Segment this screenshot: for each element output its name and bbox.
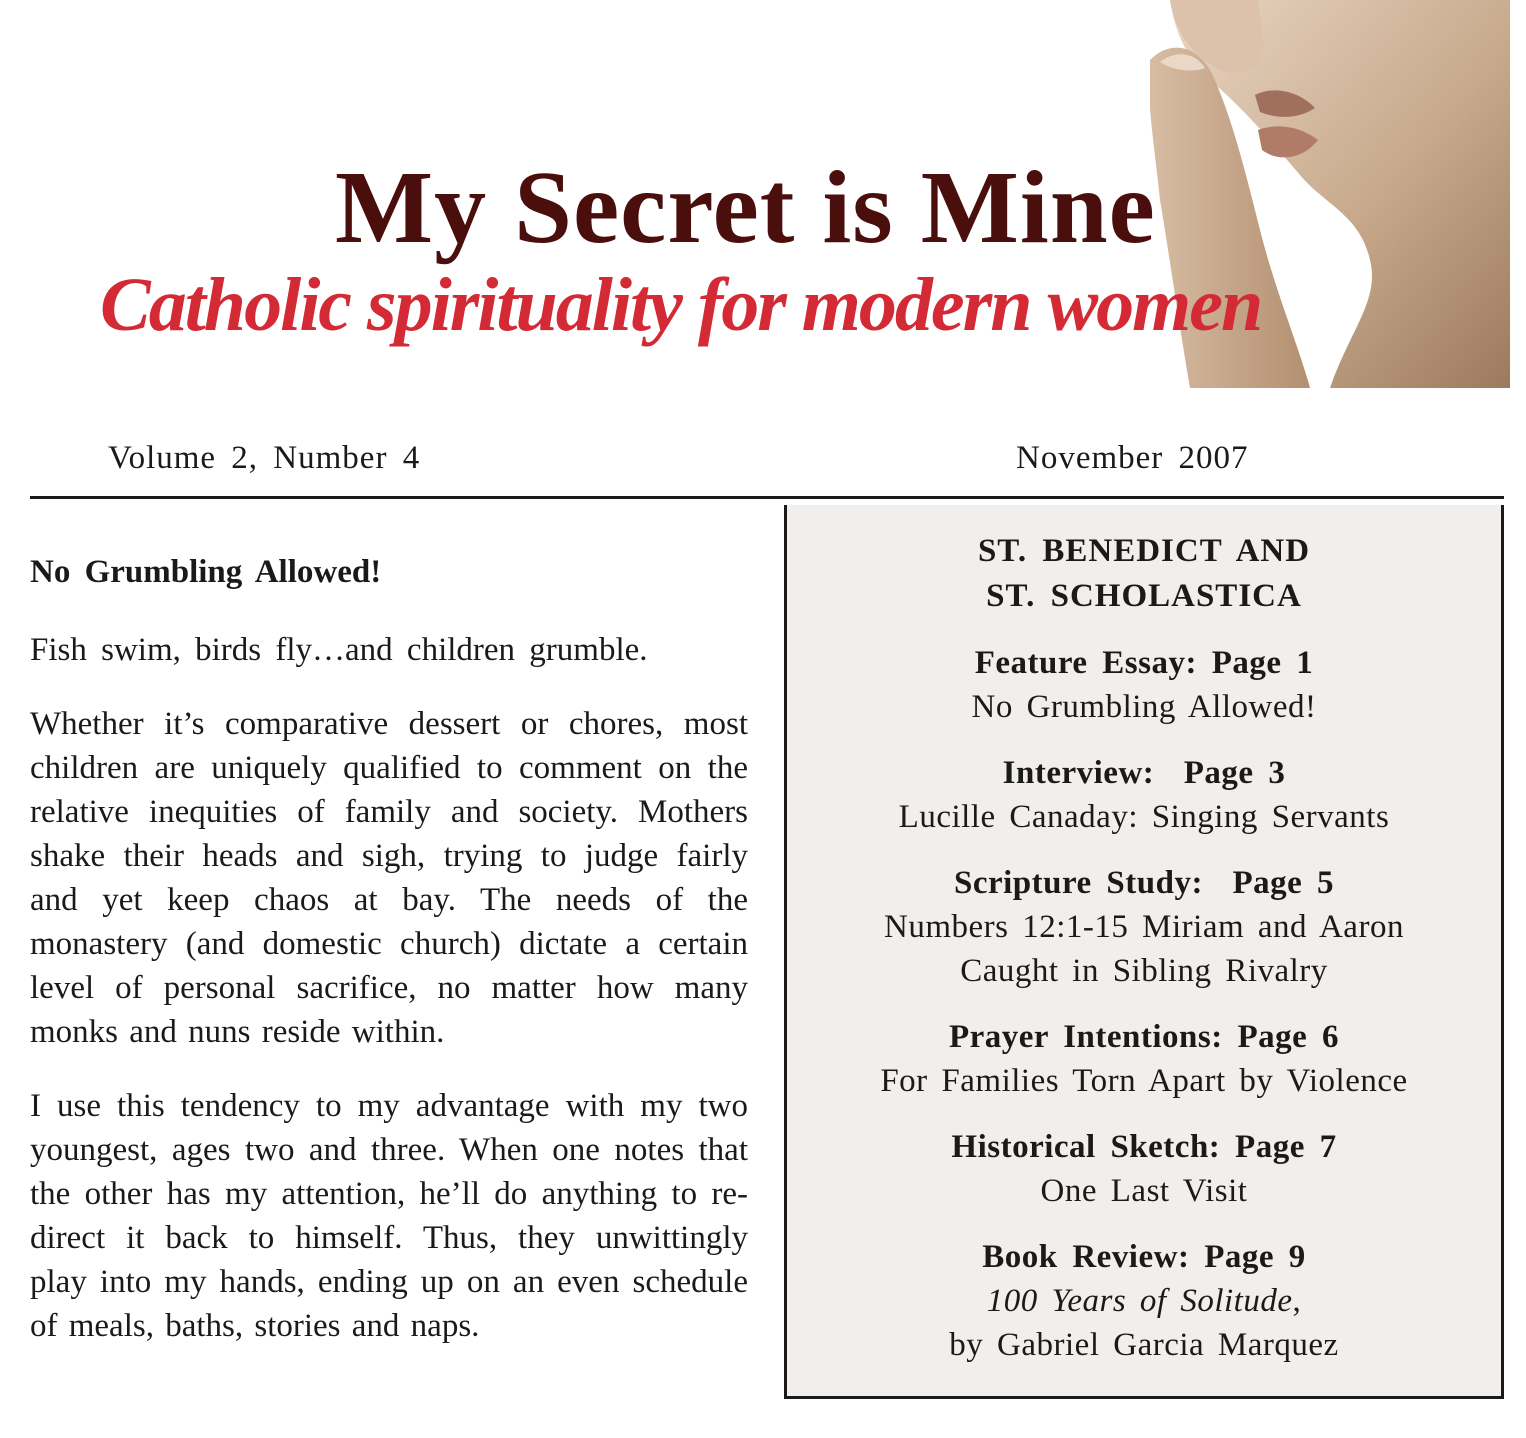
toc-item-prayer-intentions [787, 1015, 1501, 1103]
feature-article [30, 550, 748, 1378]
book-title-punctuation: , [1292, 1283, 1302, 1319]
article-paragraph: I use this tendency to my advantage with my two youngest, ages two and three. When one notes that the other has my attention, he’ll do anything to re-direct it back to himself. Thus, they unwittingly play into my hands, ending up on an even schedule of meals, baths, stories and naps. [30, 1088, 748, 1344]
toc-description: by Gabriel Garcia Marquez [949, 1327, 1339, 1363]
toc-description: No Grumbling Allowed! [971, 689, 1317, 725]
toc-description: Caught in Sibling Rivalry [960, 953, 1328, 989]
toc-item-feature-essay [787, 641, 1501, 729]
toc-description: One Last Visit [1040, 1173, 1248, 1209]
toc-heading: Historical Sketch: Page 7 [951, 1129, 1337, 1165]
header-divider [30, 496, 1504, 499]
article-paragraph: Whether it’s comparative dessert or chores, most children are uniquely qualified to comment on the relative inequities of family and society. Mothers shake their heads and sigh, trying to judge fairly and yet keep chaos at bay. The needs of the monastery (and domestic church) dictate a certain level of personal sacrifice, no matter how many monks and nuns reside within. [30, 706, 748, 1050]
publication-title: My Secret is Mine [335, 150, 1156, 265]
toc-heading: Book Review: Page 9 [982, 1239, 1306, 1275]
toc-heading: Scripture Study: Page 5 [953, 865, 1335, 901]
article-paragraph: Fish swim, birds fly…and children grumble. [30, 632, 648, 668]
toc-heading: Feature Essay: Page 1 [974, 645, 1314, 681]
contents-box [784, 505, 1504, 1399]
toc-description: For Families Torn Apart by Violence [880, 1063, 1408, 1099]
issue-volume: Volume 2, Number 4 [108, 440, 421, 476]
contents-title-line: ST. BENEDICT AND [977, 533, 1311, 569]
toc-item-book-review [787, 1235, 1501, 1367]
article-heading: No Grumbling Allowed! [30, 554, 382, 590]
toc-item-historical-sketch [787, 1125, 1501, 1213]
masthead [0, 0, 1526, 400]
toc-description: Numbers 12:1-15 Miriam and Aaron [884, 909, 1404, 945]
toc-heading: Prayer Intentions: Page 6 [948, 1019, 1340, 1055]
toc-description [787, 1279, 1501, 1323]
contents-title-line: ST. SCHOLASTICA [986, 578, 1302, 614]
book-title: 100 Years of Solitude [986, 1283, 1293, 1319]
toc-item-interview [787, 751, 1501, 839]
toc-item-scripture-study [787, 861, 1501, 993]
toc-description: Lucille Canaday: Singing Servants [898, 799, 1390, 835]
publication-tagline: Catholic spirituality for modern women [100, 263, 1262, 347]
issue-date: November 2007 [1016, 440, 1249, 476]
toc-heading: Interview: Page 3 [1002, 755, 1286, 791]
contents-title [787, 529, 1501, 619]
